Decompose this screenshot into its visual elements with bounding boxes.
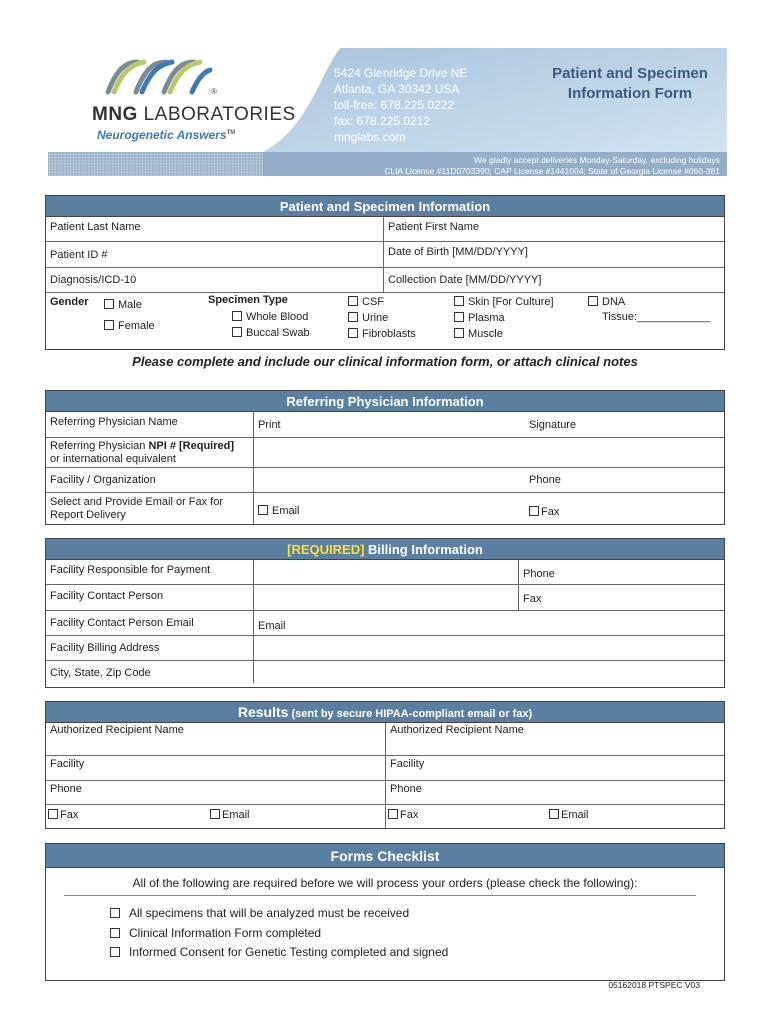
billing-phone-field[interactable]: Phone: [518, 560, 724, 584]
results-heading-sub: (sent by secure HIPAA-compliant email or fax): [288, 708, 533, 720]
form-title-line1: Patient and Specimen: [552, 65, 708, 82]
npi-row: [46, 438, 724, 468]
report-delivery-row: [46, 493, 724, 524]
physician-name-row: [46, 412, 724, 438]
female-checkbox[interactable]: [104, 320, 114, 330]
billing-city-row: [46, 661, 724, 683]
billing-address-row: [46, 636, 724, 661]
billing-required-tag: [REQUIRED]: [287, 542, 365, 557]
specimen-buccal-swab-option[interactable]: [232, 327, 310, 339]
checklist-item-specimens[interactable]: [110, 904, 724, 924]
dob-field[interactable]: Date of Birth [MM/DD/YYYY]: [383, 242, 724, 267]
results-recipient-field-1[interactable]: Authorized Recipient Name: [50, 724, 184, 736]
patient-id-row: [46, 242, 724, 268]
fibroblasts-label: Fibroblasts: [362, 328, 416, 340]
plasma-label: Plasma: [468, 312, 505, 324]
specimen-fibroblasts-option[interactable]: [348, 328, 416, 340]
billing-section-heading: [46, 539, 724, 560]
tagline-text: Neurogenetic Answers: [97, 128, 227, 142]
delivery-fax-option[interactable]: [525, 493, 724, 524]
referring-physician-section: [45, 390, 725, 525]
results-email-label-2: Email: [561, 809, 589, 821]
plasma-checkbox[interactable]: [454, 312, 464, 322]
checklist-item-clinical-form[interactable]: [110, 924, 724, 944]
patient-specimen-section: [45, 195, 725, 350]
specimen-dna-option[interactable]: [588, 296, 625, 308]
results-section: [45, 701, 725, 829]
results-facility-field-1[interactable]: Facility: [50, 758, 85, 770]
clinical-info-note: Please complete and include our clinical information form, or attach clinical notes: [132, 354, 638, 369]
delivery-fax-label: Fax: [541, 506, 560, 518]
lab-address: [334, 65, 467, 145]
collection-date-field[interactable]: Collection Date [MM/DD/YYYY]: [383, 268, 724, 292]
specimen-type-label: Specimen Type: [208, 294, 288, 306]
csf-label: CSF: [362, 296, 384, 308]
form-title: [520, 64, 740, 104]
billing-city-label: City, State, Zip Code: [50, 667, 151, 679]
billing-email-field[interactable]: Email: [253, 611, 724, 635]
skin-label: Skin [For Culture]: [468, 296, 554, 308]
male-label: Male: [118, 299, 142, 311]
billing-facility-row: [46, 560, 724, 585]
checklist-clinical-checkbox[interactable]: [110, 928, 120, 938]
results-recipient-row: [46, 723, 724, 756]
delivery-email-checkbox[interactable]: [258, 505, 268, 515]
billing-city-field[interactable]: [253, 661, 724, 683]
address-tollfree: toll-free: 678.225.0222: [334, 98, 455, 112]
billing-address-label: Facility Billing Address: [50, 642, 160, 654]
gender-female-option[interactable]: [104, 320, 155, 332]
results-fax-option-1[interactable]: [46, 805, 208, 828]
billing-facility-label: Facility Responsible for Payment: [50, 564, 211, 576]
physician-name-label: Referring Physician Name: [50, 416, 178, 428]
male-checkbox[interactable]: [104, 299, 114, 309]
delivery-license-info: [300, 155, 720, 177]
tagline-tm: TM: [226, 130, 236, 136]
results-facility-row: [46, 756, 724, 781]
checklist-item-text: All specimens that will be analyzed must be received: [129, 906, 410, 920]
buccal-swab-checkbox[interactable]: [232, 327, 242, 337]
gender-label: Gender: [50, 296, 89, 308]
checklist-item-text: Informed Consent for Genetic Testing completed and signed: [129, 945, 449, 959]
results-fax-checkbox-1[interactable]: [48, 809, 58, 819]
address-fax: fax: 678.225.0212: [334, 114, 431, 128]
billing-email-row: [46, 611, 724, 636]
checklist-heading: Forms Checklist: [46, 844, 724, 868]
skin-checkbox[interactable]: [454, 296, 464, 306]
address-city: Atlanta, GA 30342 USA: [334, 82, 460, 96]
patient-name-row: [46, 217, 724, 242]
specimen-urine-option[interactable]: [348, 312, 388, 324]
delivery-note: We gladly accept deliveries Monday-Saturday, excluding holidays: [474, 155, 720, 165]
physician-print-field[interactable]: Print: [253, 412, 525, 437]
specimen-csf-option[interactable]: [348, 296, 384, 308]
npi-field[interactable]: [253, 438, 724, 467]
registered-mark: ®: [211, 87, 217, 96]
specimen-whole-blood-option[interactable]: [232, 311, 308, 323]
billing-contact-label: Facility Contact Person: [50, 590, 164, 602]
results-email-option-1[interactable]: [208, 805, 385, 828]
specimen-skin-option[interactable]: [454, 296, 554, 308]
physician-signature-field[interactable]: Signature: [529, 419, 577, 431]
diagnosis-field[interactable]: Diagnosis/ICD-10: [50, 274, 137, 286]
checklist-items: [110, 904, 724, 963]
billing-address-field[interactable]: [253, 636, 724, 660]
forms-checklist-section: [45, 843, 725, 981]
billing-section: [45, 538, 725, 688]
results-email-option-2[interactable]: [547, 805, 724, 828]
results-email-checkbox-1[interactable]: [210, 809, 220, 819]
results-recipient-field-2[interactable]: Authorized Recipient Name: [385, 723, 724, 755]
facility-row: [46, 468, 724, 493]
patient-id-field[interactable]: Patient ID #: [50, 249, 108, 261]
dna-label: DNA: [602, 296, 626, 308]
results-section-heading: [46, 702, 724, 723]
dna-checkbox[interactable]: [588, 296, 598, 306]
muscle-label: Muscle: [468, 328, 503, 340]
license-note: CLIA License #11D0703390; CAP License #1441004; State of Georgia License #060-381: [384, 166, 720, 176]
checklist-item-text: Clinical Information Form completed: [129, 925, 322, 940]
results-phone-field-2[interactable]: Phone: [385, 781, 724, 804]
facility-org-label: Facility / Organization: [50, 474, 156, 486]
billing-contact-field[interactable]: [253, 585, 518, 610]
csf-checkbox[interactable]: [348, 296, 358, 306]
billing-contact-email-label: Facility Contact Person Email: [50, 617, 194, 629]
form-title-line2: Information Form: [567, 85, 693, 102]
form-version-code: 05162018 PTSPEC V03: [608, 980, 700, 990]
checklist-divider: [64, 895, 696, 896]
delivery-label-line2: Report Delivery: [50, 509, 126, 521]
gender-specimen-row: [46, 293, 724, 348]
logo-name-rest: LABORATORIES: [137, 104, 296, 125]
results-facility-field-2[interactable]: Facility: [385, 756, 724, 780]
npi-label-required: NPI # [Required]: [148, 440, 235, 452]
results-fax-option-2[interactable]: [385, 805, 547, 828]
delivery-email-option[interactable]: [253, 493, 525, 524]
logo-name-bold: MNG: [92, 104, 138, 125]
results-phone-field-1[interactable]: Phone: [50, 783, 82, 795]
results-email-label-1: Email: [222, 809, 250, 821]
results-fax-label-2: Fax: [400, 809, 419, 821]
tissue-field[interactable]: Tissue:____________: [602, 311, 711, 323]
physician-section-heading: Referring Physician Information: [46, 391, 724, 412]
patient-section-heading: Patient and Specimen Information: [46, 196, 724, 217]
checklist-item-consent[interactable]: [110, 943, 724, 963]
results-fax-checkbox-2[interactable]: [388, 809, 398, 819]
report-delivery-label: [46, 493, 253, 524]
checklist-specimens-checkbox[interactable]: [110, 908, 120, 918]
delivery-label-line1: Select and Provide Email or Fax for: [50, 496, 224, 508]
physician-phone-field[interactable]: Phone: [529, 474, 561, 486]
npi-label-c: or international equivalent: [50, 453, 176, 465]
billing-contact-row: [46, 585, 724, 611]
results-fax-label-1: Fax: [60, 809, 79, 821]
npi-label-a: Referring Physician: [50, 440, 149, 452]
address-website: mnglabs.com: [334, 130, 406, 144]
muscle-checkbox[interactable]: [454, 328, 464, 338]
patient-first-name-field[interactable]: Patient First Name: [383, 217, 724, 241]
female-label: Female: [118, 320, 155, 332]
results-email-checkbox-2[interactable]: [549, 809, 559, 819]
specimen-plasma-option[interactable]: [454, 312, 505, 324]
patient-last-name-field[interactable]: Patient Last Name: [50, 221, 141, 233]
address-street: 5424 Glenridge Drive NE: [334, 66, 468, 80]
urine-label: Urine: [362, 312, 389, 324]
urine-checkbox[interactable]: [348, 312, 358, 322]
billing-fax-field[interactable]: Fax: [518, 585, 724, 610]
checklist-consent-checkbox[interactable]: [110, 947, 120, 957]
billing-facility-field[interactable]: [253, 560, 518, 584]
specimen-muscle-option[interactable]: [454, 328, 503, 340]
results-heading-text: Results: [237, 704, 289, 720]
gender-male-option[interactable]: [104, 299, 142, 311]
buccal-swab-label: Buccal Swab: [246, 327, 310, 339]
fibroblasts-checkbox[interactable]: [348, 328, 358, 338]
checklist-intro: All of the following are required before we will process your orders (please check the following):: [132, 876, 638, 890]
whole-blood-label: Whole Blood: [246, 311, 309, 323]
whole-blood-checkbox[interactable]: [232, 311, 242, 321]
delivery-fax-checkbox[interactable]: [529, 506, 539, 516]
results-phone-row: [46, 781, 724, 805]
npi-label: [46, 438, 253, 467]
delivery-email-label: Email: [272, 505, 300, 517]
results-method-row: [46, 805, 724, 828]
billing-heading-text: Billing Information: [364, 542, 483, 557]
facility-org-field[interactable]: [253, 468, 525, 492]
diagnosis-row: [46, 268, 724, 293]
